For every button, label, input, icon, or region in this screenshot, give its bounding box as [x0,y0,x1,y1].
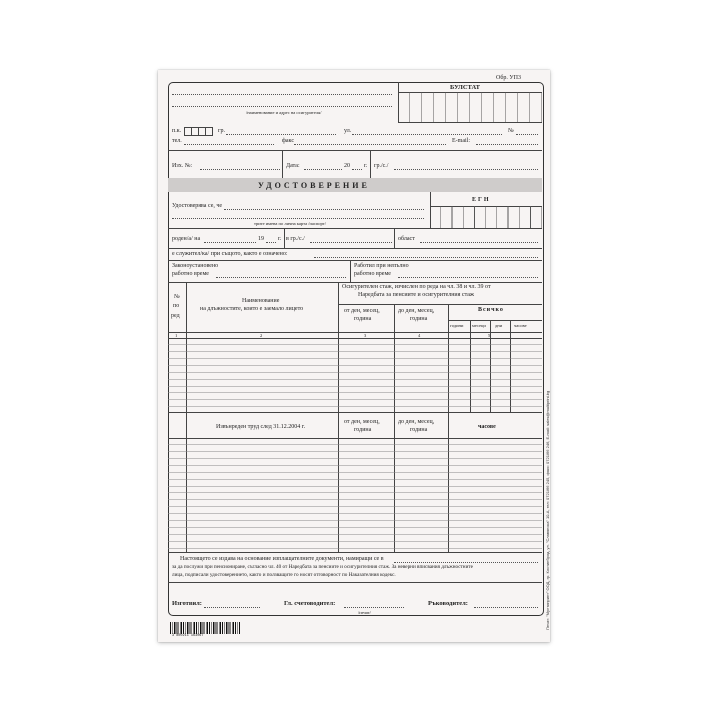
col-total-label: Всичко [478,307,504,313]
date-label: Дата: [286,163,300,169]
ref-label: Изх. №: [172,163,193,169]
manager-field[interactable] [474,607,538,608]
date-field[interactable] [304,169,342,170]
fax-label: факс [282,138,294,144]
born-year-suffix: г. [278,236,282,242]
col-no-label-1: № [174,294,180,300]
insured-header-2: Наредбата за пенсиите и осигурителния стаж [358,292,475,298]
table-rows-upper [168,338,542,412]
col-days-label: дни [495,323,503,328]
worked-hours-label-2: работно време [354,271,391,277]
col-number-2: 2 [260,333,263,338]
employer-line-2 [172,106,392,107]
city-label: гр. [218,128,225,134]
born-divider-1 [284,228,285,248]
col-number-3: 3 [364,333,367,338]
date-city-divider [370,150,371,178]
region-field[interactable] [420,242,538,243]
city-field[interactable] [226,134,336,135]
number-field[interactable] [516,134,538,135]
email-label: E-mail: [452,138,470,144]
col-years-label: години [450,323,464,328]
insured-header-1: Осигурителен стаж, изчислен по реда на чл. 38 и чл. 39 от [342,284,491,290]
certify-line-2[interactable] [172,218,424,219]
total-header-line [448,320,542,321]
ref-field[interactable] [200,169,280,170]
born-city-label: в гр./с./ [286,236,305,242]
overtime-hours-label: часове [478,424,496,430]
ref-date-divider [282,150,283,178]
col-from-label-2: година [354,316,372,322]
prepared-by-label: Изготвил: [172,600,202,607]
col-hours-label: часове [514,323,527,328]
manager-label: Ръководител: [428,600,468,607]
form-code: Обр. УП3 [496,75,521,81]
year-prefix-20: 20 [344,163,350,169]
born-year-field[interactable] [266,242,276,243]
born-city-field[interactable] [310,242,392,243]
overtime-to-label-2: година [410,427,428,433]
issue-city-field[interactable] [394,169,538,170]
footer-text-2: за да послужи при пенсиониране, съгласно чл. 40 от Наредбата за пенсиите и осигурителния стаж. За неверни вписвания длъжностните [172,564,473,570]
employed-divider [168,260,542,261]
form-sheet [158,70,550,642]
col-number-1: 1 [175,333,178,338]
overtime-to-label-1: до ден, месец, [398,419,435,425]
overtime-from-label-1: от ден, месец, [344,419,380,425]
accountant-label: Гл. счетоводител: [284,600,336,607]
stamp-label: /печат/ [358,610,371,615]
worked-hours-label-1: Работил при непълно [354,263,409,269]
bulstat-label: БУЛСТАТ [450,84,480,91]
accountant-field[interactable] [344,607,404,608]
certify-divider [168,228,542,229]
born-bottom-divider [168,248,542,249]
year-prefix-19: 19 [258,236,264,242]
col-position-label-2: на длъжностите, които е заемало лицето [200,306,304,312]
bulstat-bottom-border [398,122,542,123]
issue-city-label: гр./с./ [374,163,389,169]
bulstat-cells [398,92,542,122]
year-field[interactable] [352,169,362,170]
email-field[interactable] [476,144,538,145]
employer-caption: /наименование и адрес на осигурителя/ [246,110,322,115]
insured-header-line [338,304,542,305]
footer-field[interactable] [394,562,538,563]
col-from-label-1: от ден, месец, [344,308,380,314]
overtime-from-label-2: година [354,427,372,433]
table-mid-divider [168,412,542,413]
street-field[interactable] [352,134,502,135]
fax-field[interactable] [294,144,446,145]
year-suffix: г. [364,163,368,169]
legal-hours-field[interactable] [216,277,346,278]
footer-text-3: лица, подписали удостоверението, както и ползващите го носят отговорност по Наказателния кодекс. [172,572,396,578]
overtime-label: Извънреден труд след 31.12.2004 г. [216,424,306,430]
table-rows-lower [168,438,542,552]
employed-field[interactable] [314,257,538,258]
phone-label: тел. [172,138,182,144]
col-no-label-3: ред [171,313,180,319]
pk-label: п.к. [172,128,182,134]
employer-line-1 [172,94,392,95]
col-to-label-1: до ден, месец, [398,308,435,314]
legal-hours-label-2: работно време [172,271,209,277]
col-number-4: 4 [418,333,421,338]
col-months-label: месеци [472,323,486,328]
employed-label: е служител/ка/ при същото, както е означено: [172,251,288,257]
hours-divider [350,260,351,282]
col-no-label-2: по [173,303,180,309]
footer-text-1: Настоящето се издава на основание изплащателните документи, намиращи се в [180,556,384,562]
printer-note: Печат: "Мултипринт" ООД, гр. Костинброд, ул. "Славянска" 10-А, тел: 0721/66 245, факс: 0721/66 246, E-mail: sales@multiprint.bg [545,390,550,630]
legal-hours-label-1: Законоустановено [172,263,219,269]
street-label: ул. [344,128,352,134]
born-divider-2 [394,228,395,248]
address-divider [168,150,542,151]
hours-bottom-divider [168,282,542,283]
names-caption: трите имена по лична карта /паспорт/ [254,221,326,226]
document-title: УДОСТОВЕРЕНИЕ [258,181,370,190]
born-date-field[interactable] [204,242,256,243]
col-position-label-1: Наименование [242,298,280,304]
footer-divider [168,582,542,583]
prepared-by-field[interactable] [204,607,260,608]
number-label: № [508,128,514,134]
certify-label: Удостоверява се, че [172,203,223,209]
worked-hours-field[interactable] [398,277,538,278]
region-label: област [398,236,415,242]
egn-label: ЕГН [472,197,491,203]
col-to-label-2: година [410,316,428,322]
certify-line-1[interactable] [224,209,424,210]
egn-cells [430,206,542,228]
barcode [170,622,240,634]
born-label: роден/а/ на [172,236,201,242]
table-header-bottom [168,332,542,333]
col-number-5: 5 [488,333,491,338]
table-bottom [168,552,542,553]
phone-field[interactable] [184,144,274,145]
barcode-number: 3 800211 163067 [172,634,204,638]
pk-box-4[interactable] [205,127,213,136]
